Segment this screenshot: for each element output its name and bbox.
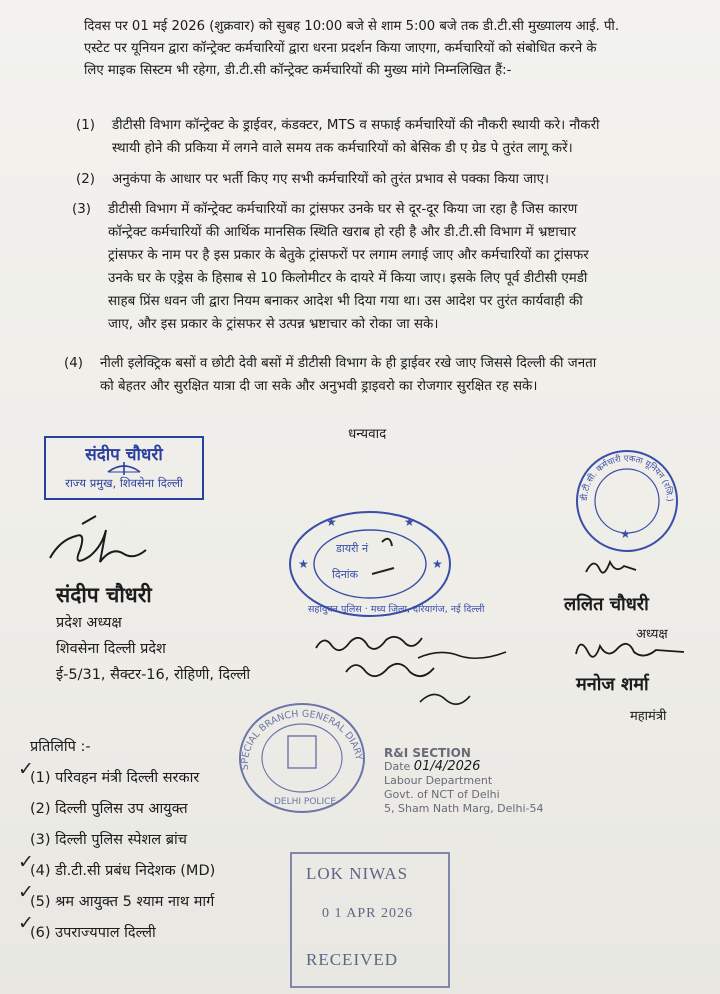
stamp-date-label: दिनांक (332, 568, 359, 581)
emblem-icon (288, 736, 316, 768)
demand-line: नीली इलेक्ट्रिक बसों व छोटी देवी बसों में डीटीसी विभाग के ही ड्राईवर रखे जाए जिससे दिल्ली की जनता (100, 356, 597, 371)
cc-item: (5) श्रम आयुक्त 5 श्याम नाथ मार्ग (30, 894, 215, 910)
cc-item: (1) परिवहन मंत्री दिल्ली सरकार (30, 770, 200, 786)
signatory-role-1: अध्यक्ष (636, 627, 668, 642)
demand-line: डीटीसी विभाग में कॉन्ट्रेक्ट कर्मचारियों का ट्रांसफर उनके घर से दूर-दूर किया जा रहा है जिस कारण (108, 202, 578, 217)
cc-block (30, 732, 215, 949)
lok-received: RECEIVED (306, 950, 399, 969)
sender-org: शिवसेना दिल्ली प्रदेश (56, 641, 166, 657)
stamp-role: राज्य प्रमुख, शिवसेना दिल्ली (65, 476, 183, 490)
stamp-diary-label: डायरी नं (336, 542, 369, 555)
demand-number: (2) (76, 172, 95, 187)
demand-line: अनुकंपा के आधार पर भर्ती किए गए सभी कर्मचारियों को तुरंत प्रभाव से पक्का किया जाए। (112, 172, 550, 187)
intro-line: लिए माइक सिस्टम भी रहेगा, डी.टी.सी कॉन्ट्रेक्ट कर्मचारियों की मुख्य मांगे निम्नलिखित हैं:- (84, 63, 512, 78)
stamp-ring-text: सहायुक्त पुलिस · मध्य जिला, दरियागंज, नई दिल्ली (308, 604, 485, 615)
signatory-role-2: महामंत्री (630, 709, 667, 724)
cc-item: (3) दिल्ली पुलिस स्पेशल ब्रांच (30, 832, 187, 848)
demand-line: ट्रांसफर के नाम पर है इस प्रकार के बेतुके ट्रांसफरों पर लगाम लगाई जाए और कर्मचारियों का ट्रांसफर (108, 248, 589, 263)
tick-mark-icon: ✓ (18, 758, 34, 780)
demand-line: साहब प्रिंस धवन जी द्वारा नियम बनाकर आदेश भी दिया गया था। उस आदेश पर तुरंत कार्यवाही की (108, 294, 583, 309)
svg-text:★: ★ (298, 557, 309, 571)
police-diary-stamp (286, 508, 485, 620)
rni-line: 5, Sham Nath Marg, Delhi-54 (384, 802, 544, 815)
union-ring-text: डी.टी.सी. कर्मचारी एकता यूनियन (रजि.) (579, 453, 675, 502)
lok-niwas-stamp (290, 852, 450, 988)
demand-number: (4) (64, 356, 83, 371)
sender-block (56, 582, 250, 688)
stamp-name: संदीप चौधरी (85, 445, 163, 465)
svg-text:★: ★ (620, 527, 631, 541)
sender-name: संदीप चौधरी (56, 583, 152, 607)
demand-number: (1) (76, 118, 95, 133)
svg-text:★: ★ (404, 515, 415, 529)
blue-name-stamp (44, 436, 204, 500)
svg-text:★: ★ (432, 557, 443, 571)
cc-item: (4) डी.टी.सी प्रबंध निदेशक (MD) (30, 863, 216, 879)
svg-text:डी.टी.सी. कर्मचारी एकता यूनियन (579, 453, 675, 502)
tick-mark-icon: ✓ (18, 912, 34, 934)
rni-line: Labour Department (384, 774, 493, 787)
demand-line: डीटीसी विभाग कॉन्ट्रेक्ट के ड्राईवर, कंडक्टर, MTS व सफाई कर्मचारियों की नौकरी स्थायी करे। नौकरी (112, 118, 600, 133)
bow-arrow-icon (104, 460, 144, 476)
demand-line: को बेहतर और सुरक्षित यात्रा दी जा सके और अनुभवी ड्राइवरो का रोजगार सुरक्षित रह सके। (100, 379, 538, 394)
lok-title: LOK NIWAS (306, 864, 409, 883)
sender-address: ई-5/31, सैक्टर-16, रोहिणी, दिल्ली (56, 667, 251, 683)
cc-item: (2) दिल्ली पुलिस उप आयुक्त (30, 801, 188, 817)
demand-line: उनके घर के एड्रेस के हिसाब से 10 किलोमीटर के दायरे में किया जाए। इसके लिए पूर्व डीटीसी एमडी (108, 271, 588, 286)
special-branch-ring: SPECIAL BRANCH GENERAL DIARY (239, 708, 365, 771)
lalit-signature (582, 552, 642, 580)
tick-mark-icon: ✓ (18, 851, 34, 873)
intro-paragraph (84, 16, 684, 82)
intro-line: एस्टेट पर यूनियन द्वारा कॉन्ट्रेक्ट कर्मचारियों द्वारा धरना प्रदर्शन किया जाएगा, कर्मचारियों को संबोधित करने के (84, 41, 597, 56)
cc-title: प्रतिलिपि :- (30, 739, 91, 755)
rni-date-label: Date (384, 760, 411, 773)
rni-line: Govt. of NCT of Delhi (384, 788, 500, 801)
special-branch-stamp (236, 700, 368, 816)
cc-item: (6) उपराज्यपाल दिल्ली (30, 925, 156, 941)
manoj-signature (572, 630, 692, 670)
union-round-stamp (572, 446, 682, 556)
intro-line: दिवस पर 01 मई 2026 (शुक्रवार) को सुबह 10:00 बजे से शाम 5:00 बजे तक डी.टी.सी मुख्यालय आई. पी. (84, 19, 620, 34)
sender-designation: प्रदेश अध्यक्ष (56, 615, 122, 631)
thanks-text: धन्यवाद (348, 426, 387, 442)
demand-line: जाए, और इस प्रकार के ट्रांसफर से उत्पन्न भ्रष्टाचार को रोका जा सके। (108, 317, 439, 332)
signatory-name-2: मनोज शर्मा (576, 674, 649, 695)
rni-date-value: 01/4/2026 (413, 759, 481, 774)
sender-signature (42, 510, 152, 574)
rni-section-stamp (384, 746, 543, 816)
demand-number: (3) (72, 202, 91, 217)
demand-line: कॉन्ट्रेक्ट कर्मचारियों की आर्थिक मानसिक स्थिति खराब हो रही है और डी.टी.सी विभाग में भ्रष्टाचार (108, 225, 577, 240)
svg-text:★: ★ (326, 515, 337, 529)
signatory-name-1: ललित चौधरी (564, 594, 649, 615)
demand-line: स्थायी होने की प्रकिया में लगने वाले समय तक कर्मचारियों को बेसिक डी ए ग्रेड पे तुरंत लागू करें। (112, 141, 573, 156)
special-branch-bottom: DELHI POLICE (274, 797, 337, 807)
svg-text:SPECIAL BRANCH GENERAL DIARY (240, 709, 364, 771)
tick-mark-icon: ✓ (18, 881, 34, 903)
rni-title: R&I SECTION (384, 746, 471, 760)
lok-date: 0 1 APR 2026 (322, 906, 413, 921)
